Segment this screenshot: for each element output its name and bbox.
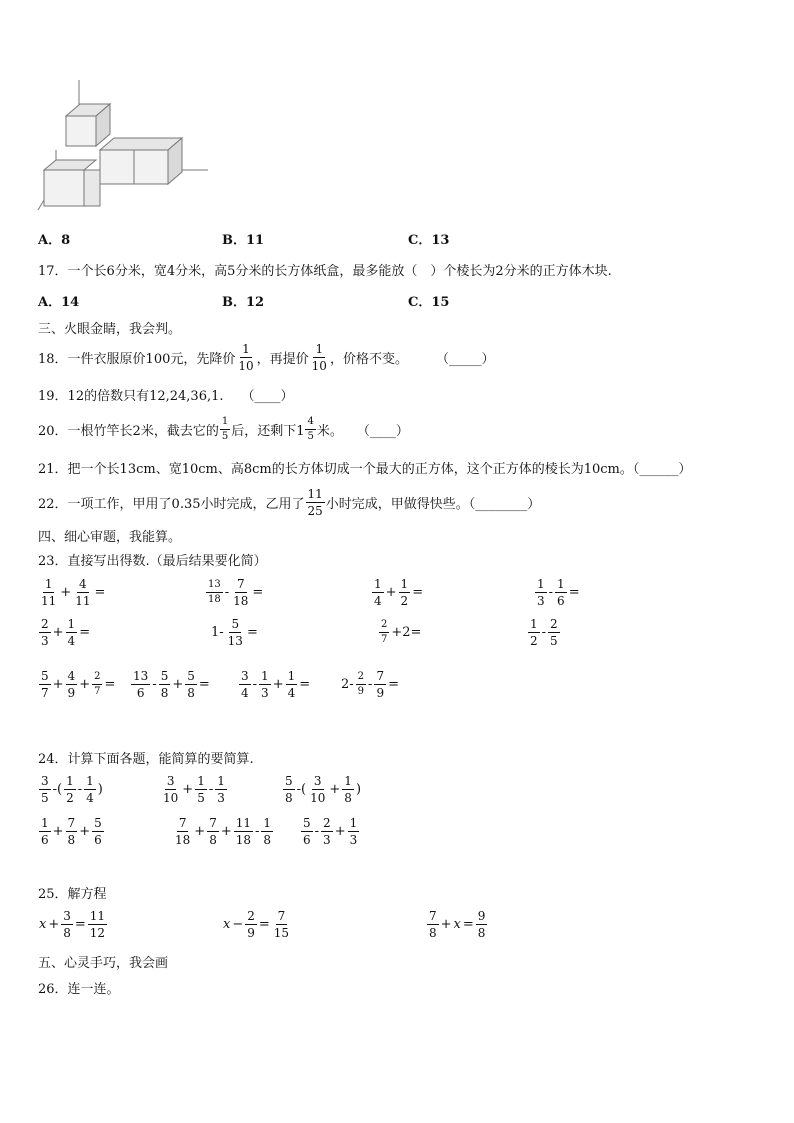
- q23-expr-1-3: $\frac{1}{4}$ + $\frac{1}{2}$ =: [374, 577, 424, 608]
- q24-expr-1-2: $\frac{3}{10}$ + $\frac{1}{5}$ - $\frac{1}{3}$: [163, 774, 225, 805]
- q22-question: [38, 485, 540, 519]
- q24-expr-2-1: $\frac{1}{6}$ + $\frac{7}{8}$ + $\frac{5}{6}$: [41, 816, 102, 847]
- q20-question: [38, 412, 409, 446]
- q22-text-post: 小时完成，甲做得快些。（________）: [325, 496, 541, 512]
- q16-option-a: A．8: [38, 233, 71, 248]
- q24-expr-2-3: $\frac{5}{6}$ - $\frac{2}{3}$ + $\frac{1}{3}$: [303, 816, 358, 847]
- q23-expr-3-2: $\frac{13}{6}$ - $\frac{5}{8}$ + $\frac{5}{8}$ =: [133, 669, 210, 700]
- q23-expr-1-4: $\frac{1}{3}$ - $\frac{1}{6}$ =: [537, 577, 580, 608]
- q23-expr-3-1: $\frac{5}{7}$ + $\frac{4}{9}$ + $\frac{2}{7}$ =: [41, 669, 116, 700]
- q23-expr-3-3: $\frac{3}{4}$ - $\frac{1}{3}$ + $\frac{1}{4}$ =: [241, 669, 311, 700]
- q18-question: [38, 340, 494, 374]
- q18-text-mid: ，再提价: [256, 351, 309, 367]
- q23-expr-2-1: $\frac{2}{3}$ + $\frac{1}{4}$ =: [41, 617, 91, 648]
- q20-answer-blank[interactable]: （____）: [356, 423, 409, 439]
- q24-expr-1-1: $\frac{3}{5}$ -( $\frac{1}{2}$ - $\frac{1}{4}$ ): [41, 774, 103, 805]
- q25-title: 25．解方程: [38, 887, 107, 902]
- q20-text-pre: 20．一根竹竿长2米，截去它的: [38, 423, 219, 439]
- q18-fraction-1: $\frac{1}{10}$: [238, 341, 254, 373]
- q19-question: [38, 384, 294, 404]
- q17-option-a: A．14: [38, 295, 80, 310]
- q17-option-b: B．12: [222, 295, 265, 310]
- q23-expr-1-1: $\frac{1}{11}$ + $\frac{4}{11}$ =: [41, 577, 106, 608]
- q16-option-c: C．13: [408, 233, 450, 248]
- q16-option-b: B．11: [222, 233, 265, 248]
- q25-equation-1: x + $\frac{3}{8}$ = $\frac{11}{12}$: [39, 909, 106, 940]
- q18-text-pre: 18．一件衣服原价100元，先降价: [38, 351, 236, 367]
- section-5-title: 五、心灵手巧，我会画: [38, 956, 169, 971]
- section-3-title: 三、火眼金睛，我会判。: [38, 322, 182, 337]
- q18-answer-blank[interactable]: （_____）: [435, 351, 495, 367]
- q26-title: 26．连一连。: [38, 982, 120, 997]
- q22-fraction: $\frac{11}{25}$: [307, 486, 323, 518]
- q20-text-post: 米。: [316, 423, 343, 439]
- q24-expr-1-3: $\frac{5}{8}$ -( $\frac{3}{10}$ + $\frac{1}{8}$ ): [285, 774, 362, 805]
- q23-expr-2-4: $\frac{1}{2}$ - $\frac{2}{5}$: [530, 617, 558, 648]
- q24-title: 24．计算下面各题，能简算的要简算.: [38, 752, 254, 767]
- q19-answer-blank[interactable]: （____）: [241, 388, 294, 404]
- q20-text-mid: 后，还剩下1: [231, 423, 305, 439]
- q22-text-pre: 22．一项工作，甲用了0.35小时完成，乙用了: [38, 496, 305, 512]
- q23-expr-2-3: $\frac{2}{7}$ +2=: [381, 619, 422, 645]
- q25-equation-2: x − $\frac{2}{9}$ = $\frac{7}{15}$: [223, 909, 290, 940]
- q20-fraction-2: $\frac{4}{5}$: [307, 415, 314, 442]
- q24-expr-2-2: $\frac{7}{18}$ + $\frac{7}{8}$ + $\frac{11}{18}$ - $\frac{1}{8}$: [175, 816, 272, 847]
- q17-option-c: C．15: [408, 295, 450, 310]
- q23-expr-3-4: 2- $\frac{2}{9}$ - $\frac{7}{9}$ =: [341, 669, 399, 700]
- q18-fraction-2: $\frac{1}{10}$: [311, 341, 327, 373]
- q25-equation-3: $\frac{7}{8}$ + x = $\frac{9}{8}$: [429, 909, 486, 940]
- q23-expr-2-2: 1- $\frac{5}{13}$ =: [211, 617, 258, 648]
- section-4-title: 四、细心审题，我能算。: [38, 530, 182, 545]
- q23-expr-1-2: $\frac{13}{18}$ - $\frac{7}{18}$ =: [208, 577, 264, 608]
- q19-text: 19．12的倍数只有12,24,36,1.: [38, 388, 224, 404]
- q23-title: 23．直接写出得数.（最后结果要化简）: [38, 554, 267, 569]
- q17-question: 17．一个长6分米，宽4分米，高5分米的长方体纸盒，最多能放（ ）个棱长为2分米的正方体木块.: [38, 264, 612, 279]
- q18-text-post: ，价格不变。: [329, 351, 408, 367]
- q20-fraction-1: $\frac{1}{5}$: [221, 415, 229, 442]
- cube-figure: [36, 80, 216, 215]
- q21-question: 21．把一个长13cm、宽10cm、高8cm的长方体切成一个最大的正方体，这个正方体的棱长为10cm。（______）: [38, 462, 692, 477]
